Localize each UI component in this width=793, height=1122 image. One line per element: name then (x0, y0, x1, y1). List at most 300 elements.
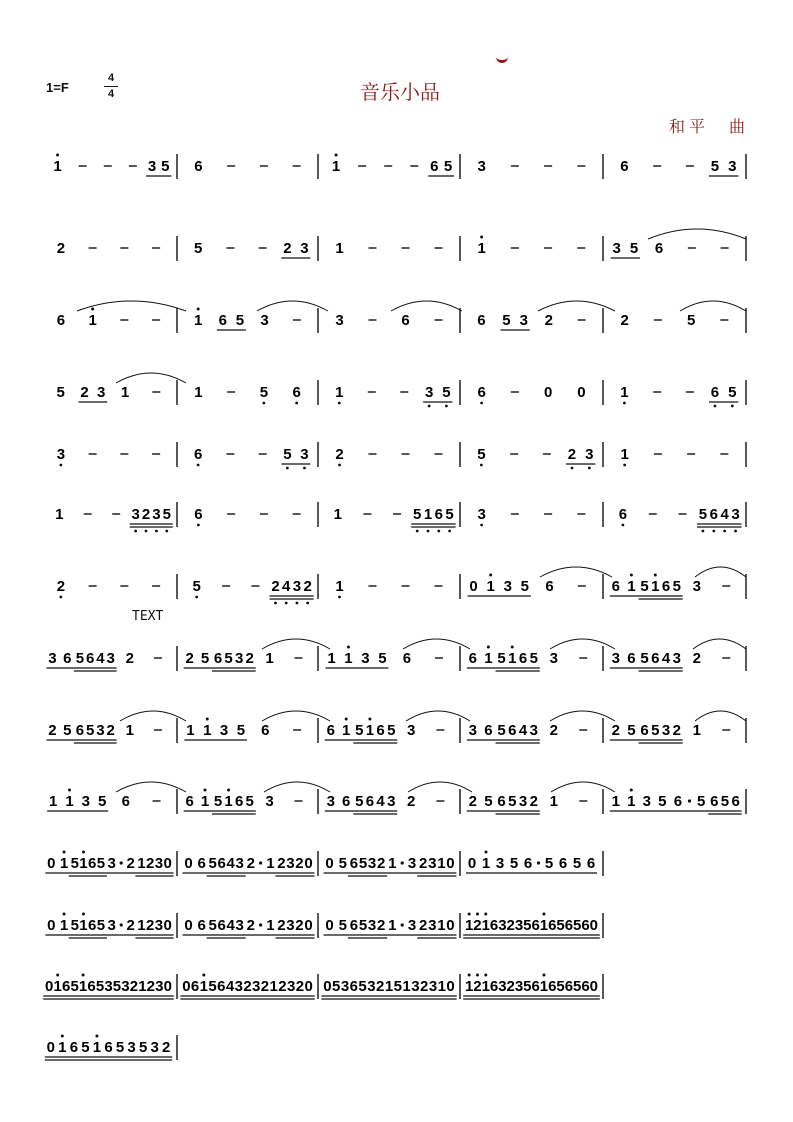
note: 6 (349, 978, 358, 995)
composer-credit: 和平 曲 (668, 117, 749, 136)
note: 1 (539, 917, 549, 934)
note: 3 (286, 917, 295, 934)
note: 5 (556, 917, 565, 934)
measure (335, 312, 442, 329)
note: 6 (104, 1039, 113, 1056)
note: 2 (106, 722, 115, 739)
measure (324, 855, 457, 876)
note: 1 (331, 158, 341, 175)
note: 2 (246, 855, 255, 872)
note: 2 (125, 650, 135, 667)
octave-dot (197, 524, 200, 527)
note: 6 (531, 917, 540, 934)
note: 6 (468, 650, 477, 667)
note: 2 (420, 978, 429, 995)
note: 1 (78, 978, 88, 995)
note: 2 (335, 446, 344, 463)
note: 1 (48, 793, 58, 810)
note: 6 (545, 578, 554, 595)
note: 6 (197, 917, 206, 934)
note: 6 (548, 978, 557, 995)
measure (620, 446, 728, 466)
note: 5 (497, 650, 506, 667)
measure (468, 574, 586, 597)
note: 1 (388, 855, 397, 872)
note: 1 (88, 312, 97, 329)
note: 5 (56, 384, 65, 401)
note: 1 (79, 917, 88, 934)
note: 5 (484, 793, 493, 810)
measure (57, 446, 160, 466)
note: 6 (213, 650, 223, 667)
note: 6 (477, 384, 486, 401)
note: 3 (477, 158, 486, 175)
slur (391, 301, 462, 311)
note: 5 (70, 978, 79, 995)
note: 5 (556, 978, 565, 995)
note: 6 (518, 650, 528, 667)
note: 5 (115, 1039, 125, 1056)
slur (680, 301, 746, 311)
octave-dot (623, 464, 626, 467)
dot (401, 861, 404, 864)
note: 1 (481, 855, 491, 872)
note: 5 (573, 978, 582, 995)
measure (45, 1035, 172, 1061)
note: 2 (145, 917, 155, 934)
slur (262, 711, 330, 721)
text-annotation: TEXT (132, 609, 164, 624)
measure (57, 240, 160, 257)
note: 6 (434, 506, 443, 523)
octave-dot (445, 405, 448, 408)
note: 4 (376, 793, 385, 810)
octave-dot (468, 974, 471, 977)
octave-dot (468, 913, 471, 916)
note: 1 (200, 793, 210, 810)
score-line (45, 913, 603, 939)
note: 3 (518, 793, 528, 810)
note: 6 (234, 793, 244, 810)
slur (120, 711, 186, 721)
note: 6 (558, 855, 568, 872)
octave-dot (295, 402, 298, 405)
measure (57, 578, 160, 598)
note: 0 (543, 384, 553, 401)
note: 3 (411, 978, 420, 995)
note: 3 (519, 312, 528, 329)
note: 1 (55, 506, 64, 523)
note: 5 (259, 384, 269, 401)
score-line (57, 442, 746, 469)
note: 5 (710, 158, 720, 175)
slur (695, 711, 746, 721)
note: 1 (266, 855, 275, 872)
note: 3 (661, 722, 671, 739)
note: 5 (572, 855, 582, 872)
measure (620, 312, 728, 329)
note: 2 (277, 917, 286, 934)
score-line (53, 154, 746, 180)
note: 6 (489, 917, 499, 934)
note: 0 (163, 917, 172, 934)
note: 3 (154, 855, 164, 872)
measure (477, 506, 585, 526)
note: 0 (184, 855, 193, 872)
note: 2 (80, 384, 89, 401)
note: 3 (121, 978, 130, 995)
note: 6 (508, 722, 517, 739)
note: 6 (523, 855, 533, 872)
note: 1 (464, 978, 474, 995)
note: 0 (589, 917, 599, 934)
dot (259, 923, 262, 926)
note: 1 (59, 855, 69, 872)
note: 1 (549, 793, 559, 810)
note: 2 (185, 650, 194, 667)
note: 1 (194, 384, 203, 401)
note: 5 (283, 446, 292, 463)
note: 6 (194, 506, 203, 523)
note: 6 (376, 722, 385, 739)
note: 5 (640, 650, 649, 667)
measure (183, 917, 315, 938)
octave-dot (511, 646, 514, 649)
measure (184, 718, 301, 741)
note: 4 (96, 650, 105, 667)
note: 3 (731, 506, 740, 523)
time-signature-top: 4 (107, 72, 115, 84)
note: 2 (549, 722, 559, 739)
note: 3 (407, 855, 417, 872)
note: 1 (335, 578, 344, 595)
dot (259, 861, 262, 864)
note: 6 (349, 917, 359, 934)
note: 3 (498, 917, 507, 934)
note: 5 (208, 978, 217, 995)
note: 3 (340, 978, 350, 995)
note: 2 (271, 578, 280, 595)
note: 3 (286, 978, 296, 995)
note: 4 (661, 650, 671, 667)
score-line (57, 236, 746, 262)
note: 2 (295, 917, 304, 934)
note: 2 (126, 855, 135, 872)
note: 2 (245, 650, 254, 667)
score-line (45, 851, 603, 877)
note: 2 (246, 917, 255, 934)
octave-dot (484, 974, 487, 977)
note: 3 (495, 855, 505, 872)
measure (45, 913, 173, 939)
note: 1 (327, 650, 336, 667)
note: 3 (234, 650, 244, 667)
octave-dot (165, 530, 168, 533)
note: 1 (92, 1039, 102, 1056)
note: 5 (85, 722, 95, 739)
note: 3 (147, 158, 157, 175)
note: 3 (407, 917, 417, 934)
note: 3 (428, 855, 437, 872)
octave-dot (347, 646, 350, 649)
note: 2 (419, 917, 428, 934)
note: 5 (213, 793, 223, 810)
note: 5 (544, 855, 554, 872)
note: 6 (489, 978, 499, 995)
measure (193, 578, 314, 604)
note: 6 (88, 855, 97, 872)
note: 2 (295, 855, 304, 872)
note: 5 (502, 312, 511, 329)
note: 0 (304, 917, 313, 934)
octave-dot (286, 467, 289, 470)
octave-dot (476, 913, 479, 916)
note: 5 (355, 722, 364, 739)
note: 2 (620, 312, 629, 329)
slur (550, 711, 615, 721)
octave-dot (197, 308, 200, 311)
note: 2 (278, 978, 287, 995)
measure (194, 506, 300, 526)
octave-dot (335, 154, 338, 157)
note: 3 (514, 917, 524, 934)
note: 1 (365, 722, 375, 739)
measure (194, 240, 310, 258)
note: 1 (59, 917, 69, 934)
note: 3 (265, 793, 274, 810)
score-line (56, 380, 746, 407)
note: 6 (620, 158, 629, 175)
note: 5 (627, 722, 636, 739)
note: 3 (428, 978, 438, 995)
note: 2 (295, 978, 305, 995)
octave-dot (487, 646, 490, 649)
note: 3 (155, 978, 164, 995)
note: 3 (672, 650, 681, 667)
octave-dot (437, 530, 440, 533)
note: 1 (620, 446, 629, 463)
slur (264, 782, 330, 792)
note: 4 (720, 506, 729, 523)
note: 5 (70, 855, 79, 872)
note: 2 (145, 855, 155, 872)
note: 3 (150, 1039, 159, 1056)
note: 5 (235, 312, 245, 329)
note: 3 (260, 312, 269, 329)
note: 0 (467, 855, 477, 872)
measure (194, 308, 301, 331)
note: 1 (627, 578, 636, 595)
measure (46, 650, 162, 671)
note: 6 (709, 506, 718, 523)
note: 5 (698, 506, 708, 523)
note: 5 (497, 722, 506, 739)
note: 6 (85, 650, 95, 667)
octave-dot (734, 530, 737, 533)
octave-dot (82, 913, 85, 916)
slur (408, 782, 472, 792)
note: 3 (498, 978, 507, 995)
measure (325, 718, 445, 744)
octave-dot (262, 402, 265, 405)
note: 6 (477, 312, 486, 329)
note: 6 (531, 978, 540, 995)
note: 2 (567, 446, 577, 463)
octave-dot (427, 530, 430, 533)
octave-dot (134, 530, 137, 533)
note: 3 (326, 793, 335, 810)
time-signature-bottom: 4 (107, 88, 115, 100)
note: 5 (573, 917, 582, 934)
octave-dot (485, 851, 488, 854)
octave-dot (204, 789, 207, 792)
note: 2 (129, 978, 139, 995)
note: 2 (146, 978, 156, 995)
slur (695, 567, 746, 577)
note: 5 (387, 722, 396, 739)
note: 5 (224, 650, 233, 667)
octave-dot (428, 405, 431, 408)
note: 3 (300, 446, 309, 463)
octave-dot (338, 596, 341, 599)
note: 2 (419, 855, 428, 872)
dot (537, 861, 540, 864)
note: 5 (686, 312, 696, 329)
note: 3 (154, 917, 164, 934)
octave-dot (484, 913, 487, 916)
slur (262, 639, 330, 649)
note: 3 (286, 855, 295, 872)
measure (194, 158, 300, 175)
score-line (47, 789, 746, 815)
score-line (46, 718, 746, 744)
measure (194, 384, 301, 404)
measure (477, 158, 585, 175)
note: 1 (269, 978, 278, 995)
note: 1 (137, 917, 146, 934)
note: 3 (367, 855, 377, 872)
note: 3 (367, 917, 377, 934)
note: 2 (672, 722, 681, 739)
note: 2 (473, 978, 482, 995)
octave-dot (702, 530, 705, 533)
note: 1 (120, 384, 130, 401)
note: 6 (292, 384, 301, 401)
note: 3 (300, 240, 309, 257)
measure (619, 506, 742, 532)
octave-dot (82, 851, 85, 854)
note: 6 (564, 978, 574, 995)
note: 1 (437, 917, 446, 934)
octave-dot (623, 402, 626, 405)
note: 0 (47, 855, 56, 872)
note: 0 (46, 1039, 55, 1056)
note: 6 (193, 446, 203, 463)
note: 3 (477, 506, 486, 523)
octave-dot (480, 524, 483, 527)
note: 5 (70, 917, 79, 934)
note: 5 (358, 855, 368, 872)
measure (466, 851, 597, 874)
note: 5 (658, 793, 667, 810)
note: 1 (651, 578, 660, 595)
measure (45, 851, 173, 877)
note: 5 (509, 855, 519, 872)
note: 1 (79, 855, 88, 872)
note: 0 (304, 978, 313, 995)
measure (463, 913, 600, 939)
score-line (57, 574, 746, 605)
note: 2 (376, 917, 386, 934)
measure (335, 240, 442, 257)
note: 3 (81, 793, 90, 810)
octave-dot (476, 974, 479, 977)
note: 1 (265, 650, 274, 667)
measure (184, 789, 303, 815)
note: 6 (194, 158, 203, 175)
note: 5 (97, 793, 107, 810)
note: 5 (95, 978, 105, 995)
octave-dot (95, 1035, 98, 1038)
note: 1 (486, 578, 495, 595)
note: 2 (277, 855, 286, 872)
note: 3 (514, 978, 524, 995)
note: 0 (47, 917, 56, 934)
measure (477, 384, 585, 404)
note: 3 (235, 855, 244, 872)
note: 3 (367, 978, 376, 995)
note: 5 (161, 158, 170, 175)
note: 1 (65, 793, 74, 810)
note: 2 (506, 917, 515, 934)
dot (120, 923, 123, 926)
note: 6 (731, 793, 740, 810)
note: 3 (612, 240, 621, 257)
note: 5 (81, 1039, 90, 1056)
note: 3 (127, 1039, 136, 1056)
note: 5 (523, 978, 532, 995)
measure (335, 384, 452, 407)
note: 6 (217, 917, 226, 934)
note: 1 (335, 240, 344, 257)
octave-dot (59, 596, 62, 599)
note: 5 (208, 855, 217, 872)
octave-dot (197, 464, 200, 467)
note: 0 (589, 978, 599, 995)
note: 3 (107, 855, 116, 872)
note: 6 (611, 578, 620, 595)
note: 2 (303, 578, 312, 595)
note: 6 (586, 855, 596, 872)
note: 3 (728, 158, 737, 175)
note: 1 (203, 722, 212, 739)
note: 3 (407, 722, 416, 739)
note: 0 (446, 978, 455, 995)
octave-dot (714, 405, 717, 408)
note: 5 (193, 240, 203, 257)
measure (46, 722, 162, 743)
octave-dot (56, 974, 59, 977)
note: 5 (523, 917, 532, 934)
note: 6 (651, 650, 660, 667)
note: 5 (138, 1039, 148, 1056)
note: 0 (469, 578, 478, 595)
note: 0 (446, 917, 455, 934)
octave-dot (68, 789, 71, 792)
note: 5 (355, 793, 364, 810)
octave-dot (542, 974, 545, 977)
note: 2 (611, 722, 620, 739)
